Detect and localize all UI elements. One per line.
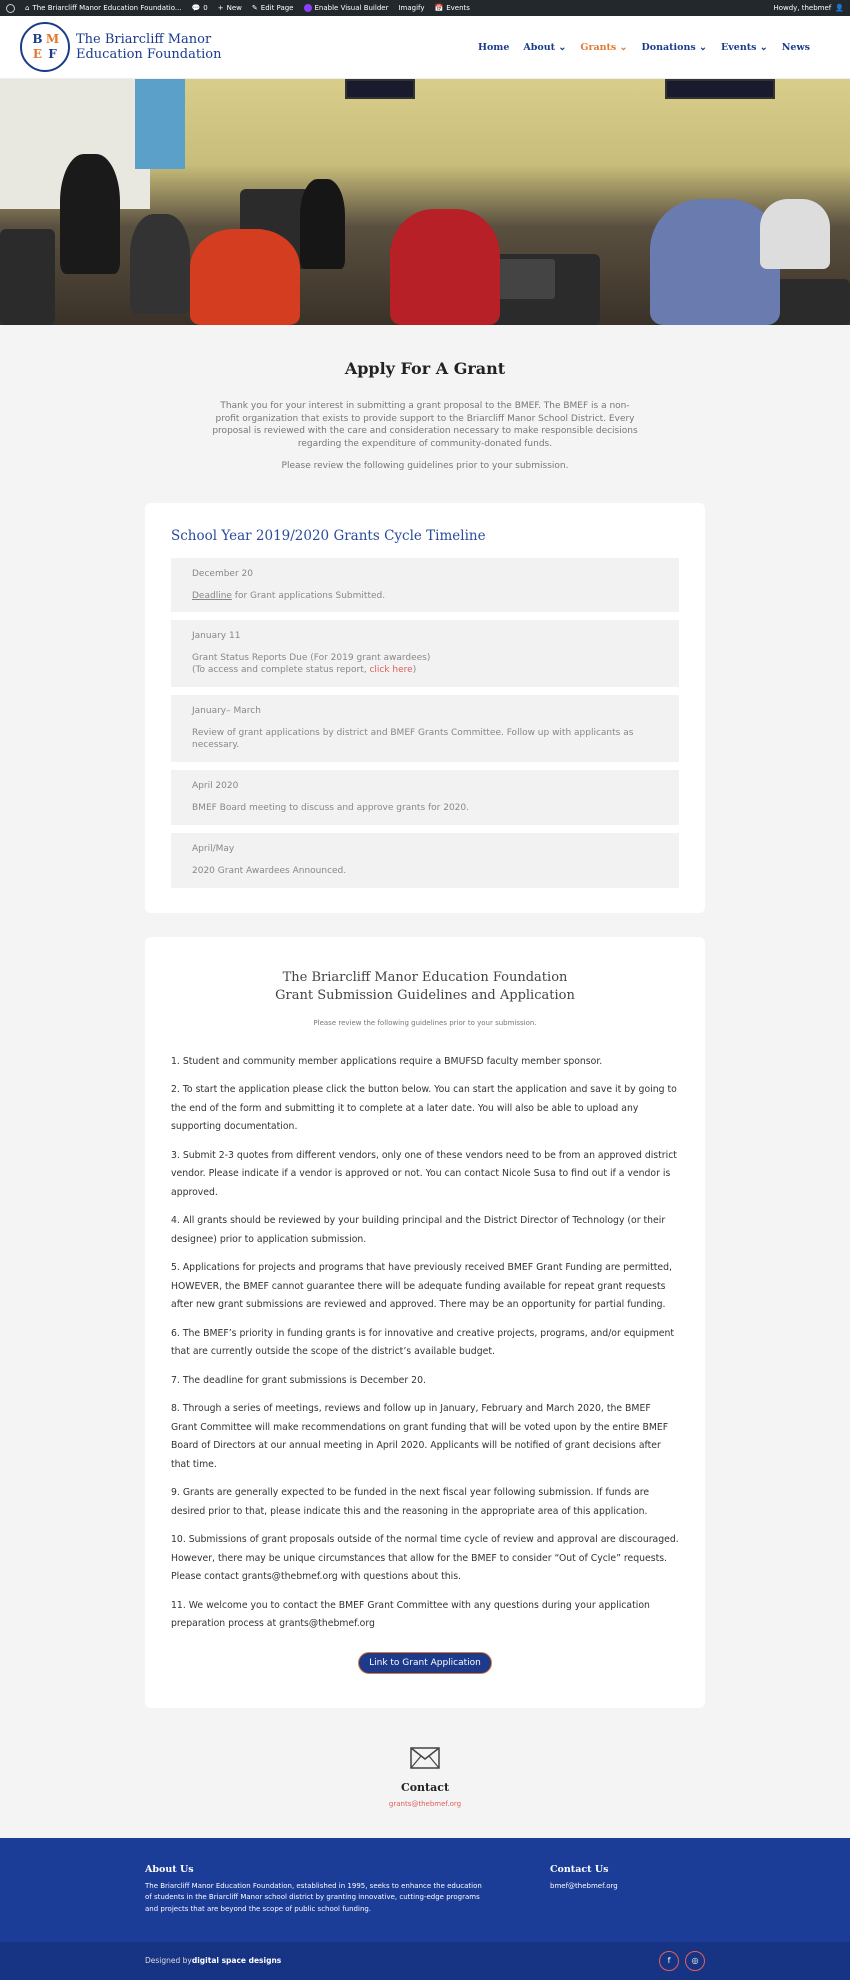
intro-review-note: Please review the following guidelines prior to your submission. [281,461,569,471]
events-link[interactable]: 📅 Events [434,4,470,12]
footer-contact: Contact Us bmef@thebmef.org [550,1864,850,1922]
logo-emblem: B M E F [20,22,70,72]
guideline-item: 1. Student and community member applications require a BMUFSD faculty member sponsor. [171,1055,603,1067]
footer-about: About Us The Briarcliff Manor Education Foundation, established in 1995, seeks to enhance the education of students in the Briarcliff Manor school district by granting innovative, cutting-edge programs and projects that are beyond the scope of public school funding. [145,1863,482,1913]
guideline-item: 3. Submit 2-3 quotes from different vendors, only one of these vendors need to be from an approved district vendor. Please indicate if a vendor is approved or not. You can contact Nicole Susa to find out if a vendor is approved. [171,1149,677,1198]
guideline-item: 8. Through a series of meetings, reviews and follow up in January, February and March 2020, the BMEF Grant Committee will make recommendations on grant funding that will be voted upon by the entire BMEF Board of Directors at our annual meeting in April 2020. Applicants will be notified of grant decisions after that time. [171,1403,669,1470]
timeline-item: December 20 Deadline for Grant applications Submitted. [171,558,679,612]
intro-paragraph: Thank you for your interest in submitting a grant proposal to the BMEF. The BMEF is a non-profit organization that exists to provide support to the Briarcliff Manor School District. Every proposal is reviewed with the care and consideration necessary to make responsible decisions regarding the expenditure of community-donated funds. [212,401,638,449]
site-header [0,16,850,79]
facebook-icon[interactable]: f [659,1951,679,1971]
guideline-item: 6. The BMEF’s priority in funding grants is for innovative and creative projects, programs, and/or equipment that are currently outside the scope of the district’s available budget. [171,1327,675,1357]
status-report-link[interactable]: click here [369,664,413,675]
timeline-item: April 2020 BMEF Board meeting to discuss and approve grants for 2020. [171,770,679,825]
imagify-link[interactable]: Imagify [398,4,425,12]
grant-application-button[interactable]: Link to Grant Application [358,1652,492,1674]
guideline-item: 2. To start the application please click the button below. You can start the application and save it by going to the end of the form and submitting it to complete at a later date. You will also be able to upload any supporting documentation. [171,1084,677,1132]
footer-email-link[interactable]: bmef@thebmef.org [550,1881,618,1890]
logo-text: The Briarcliff Manor Education Foundation [76,32,222,62]
guideline-item: 11. We welcome you to contact the BMEF Grant Committee with any questions during your application preparation process at grants@thebmef.org [171,1599,650,1629]
main-nav [478,42,810,53]
instagram-icon[interactable]: ◎ [685,1951,705,1971]
timeline-title: School Year 2019/2020 Grants Cycle Timeline [171,527,486,544]
nav-donations[interactable]: Donations ⌄ [641,41,708,53]
nav-events[interactable]: Events ⌄ [721,41,768,53]
page-title: Apply For A Grant [344,359,506,378]
guideline-item: 9. Grants are generally expected to be funded in the next fiscal year following submission. If funds are desired prior to that, please indicate this and the reasoning in the appropriate area of this application. [171,1487,650,1517]
guidelines-card [145,937,705,1708]
nav-about[interactable]: About ⌄ [523,41,567,53]
social-links [659,1951,705,1971]
site-title-link[interactable]: ⌂ The Briarcliff Manor Education Foundatio... [25,4,182,12]
timeline-item: January 11 Grant Status Reports Due (For 2019 grant awardees) (To access and complete status report, click here) [171,620,679,687]
admin-bar [0,0,850,16]
hero-image [0,79,850,325]
divi-icon [304,4,312,12]
guidelines-heading: The Briarcliff Manor Education Foundation Grant Submission Guidelines and Application [275,969,575,1003]
timeline-item: April/May 2020 Grant Awardees Announced. [171,833,679,888]
timeline-item: January– March Review of grant applications by district and BMEF Grants Committee. Follow up with applicants as necessary. [171,695,679,762]
envelope-icon [410,1747,440,1769]
comments-link[interactable]: 💬 0 [191,4,208,12]
deadline-link[interactable]: Deadline [192,590,232,601]
site-logo[interactable] [20,22,221,72]
contact-section [0,1732,850,1838]
guideline-item: 5. Applications for projects and programs that have previously received BMEF Grant Funding are permitted, HOWEVER, the BMEF cannot guarantee there will be adequate funding available for repeat grant requests after new grant submissions are reviewed and approved. There may be an opportunity for partial funding. [171,1262,672,1310]
visual-builder-link[interactable]: Enable Visual Builder [304,4,389,12]
new-link[interactable]: + New [217,4,242,12]
nav-grants[interactable]: Grants ⌄ [580,41,628,53]
wordpress-icon[interactable] [6,4,15,13]
designer-link[interactable]: digital space designs [191,1956,282,1965]
guideline-item: 7. The deadline for grant submissions is December 20. [171,1374,426,1386]
edit-page-link[interactable]: ✎ Edit Page [251,4,294,12]
nav-home[interactable]: Home [477,41,510,53]
guideline-item: 4. All grants should be reviewed by your building principal and the District Director of Technology (or their designee) prior to application submission. [171,1215,666,1245]
nav-news[interactable]: News [781,41,810,53]
howdy-account[interactable]: Howdy, thebmef 👤 [773,4,844,12]
timeline-card [145,503,705,913]
contact-title: Contact [400,1780,450,1794]
footer [0,1838,850,1942]
avatar: 👤 [835,4,844,12]
contact-email-link[interactable]: grants@thebmef.org [388,1799,462,1808]
guideline-item: 10. Submissions of grant proposals outside of the normal time cycle of review and approval are discouraged. However, there may be unique circumstances that allow for the BMEF to consider “Out of Cycle” requests. Please contact grants@thebmef.org with questions about this. [171,1534,679,1582]
guidelines-subtitle: Please review the following guidelines prior to your submission. [313,1018,537,1027]
intro-section [0,325,850,503]
footer-bottom-bar: Designed by digital space designs f ◎ [0,1942,850,1980]
